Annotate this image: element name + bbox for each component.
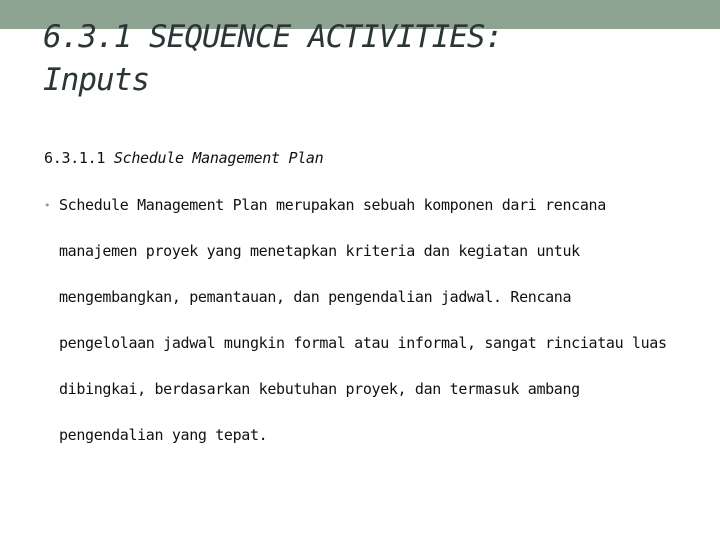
subheading-text: Schedule Management Plan xyxy=(113,149,324,167)
bullet-line: Schedule Management Plan merupakan sebuah komponen dari rencana xyxy=(59,196,606,214)
bullet-paragraph xyxy=(44,193,694,469)
bullet-line: dibingkai, berdasarkan kebutuhan proyek, dan termasuk ambang xyxy=(59,380,580,398)
bullet-line: manajemen proyek yang menetapkan kriteria dan kegiatan untuk xyxy=(59,242,580,260)
bullet-line: mengembangkan, pemantauan, dan pengendalian jadwal. Rencana xyxy=(59,288,572,306)
slide-title xyxy=(43,16,683,102)
bullet-marker-icon: • xyxy=(44,199,51,212)
section-subheading xyxy=(44,147,323,169)
bullet-text xyxy=(59,193,694,469)
bullet-line: pengelolaan jadwal mungkin formal atau informal, sangat rinciatau luas xyxy=(59,334,667,352)
slide-title-line-2: Inputs xyxy=(43,62,149,98)
bullet-line: pengendalian yang tepat. xyxy=(59,426,268,444)
slide-title-line-1: 6.3.1 SEQUENCE ACTIVITIES: xyxy=(43,19,503,55)
subheading-number: 6.3.1.1 xyxy=(44,149,106,167)
